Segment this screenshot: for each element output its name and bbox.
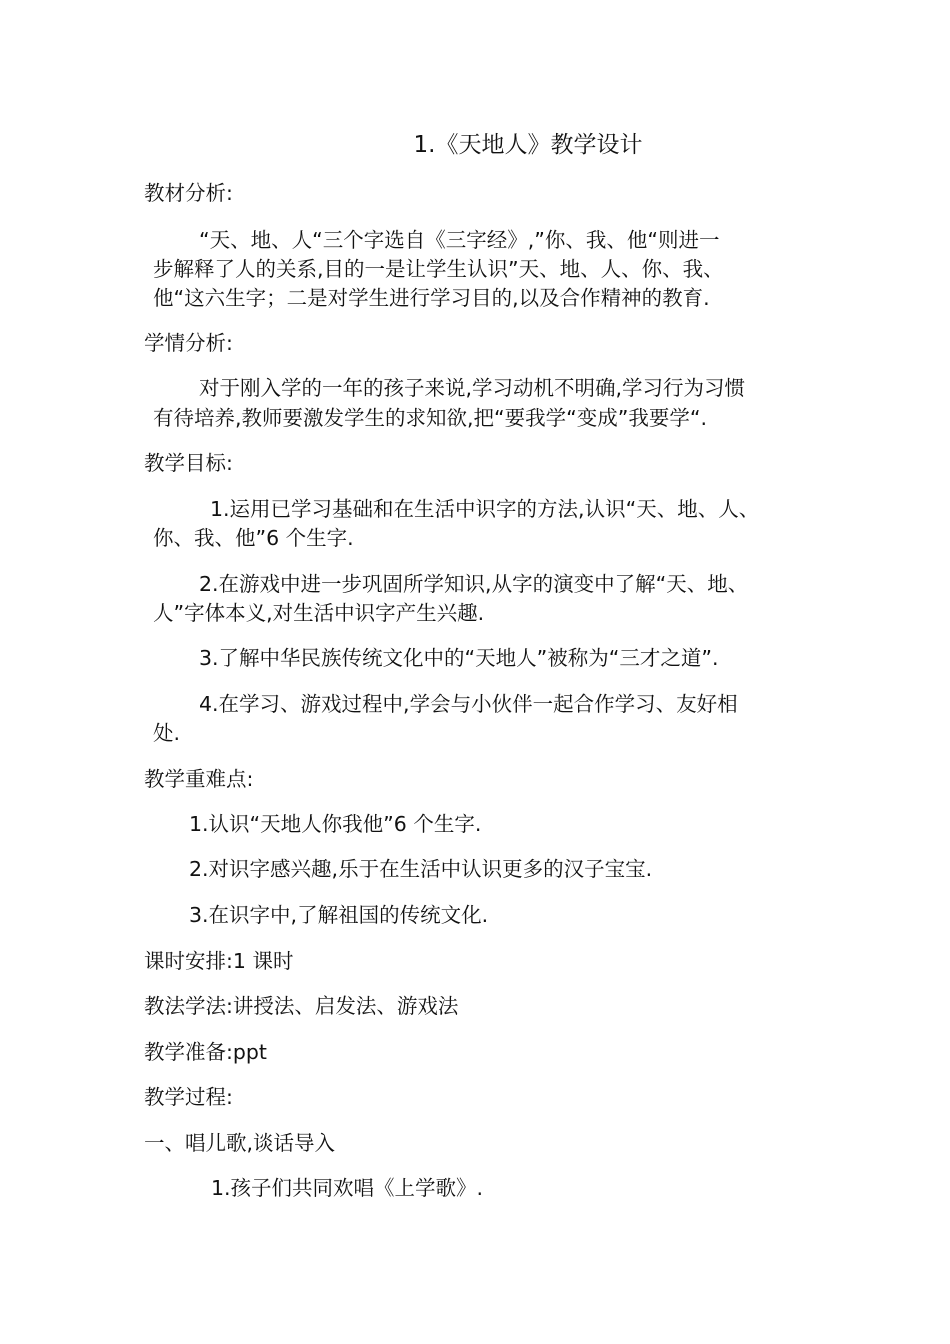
keypoints-heading: 教学重难点: xyxy=(144,767,254,791)
schedule-line: 课时安排:1 课时 xyxy=(144,949,294,973)
process-heading: 教学过程: xyxy=(144,1085,233,1109)
material-line-3: 他“这六生字；二是对学生进行学习目的,以及合作精神的教育. xyxy=(153,286,710,310)
learner-line-2: 有待培养,教师要激发学生的求知欲,把“要我学“变成”我要学“. xyxy=(153,406,708,430)
goal-2-line-1: 2.在游戏中进一步巩固所学知识,从字的演变中了解“天、地、 xyxy=(199,572,749,596)
material-line-1: “天、地、人“三个字选自《三字经》,”你、我、他“则进一 xyxy=(199,228,720,252)
goal-3: 3.了解中华民族传统文化中的“天地人”被称为“三才之道”. xyxy=(199,646,719,670)
material-heading: 教材分析: xyxy=(144,181,233,205)
preparation-line: 教学准备:ppt xyxy=(144,1040,267,1064)
learner-line-1: 对于刚入学的一年的孩子来说,学习动机不明确,学习行为习惯 xyxy=(199,376,746,400)
goal-1-line-1: 1.运用已学习基础和在生活中识字的方法,认识“天、地、人、 xyxy=(210,497,760,521)
goal-4-line-1: 4.在学习、游戏过程中,学会与小伙伴一起合作学习、友好相 xyxy=(199,692,738,716)
document-title: 1.《天地人》教学设计 xyxy=(413,132,643,158)
goal-1-line-2: 你、我、他”6 个生字. xyxy=(153,526,354,550)
methods-line: 教法学法:讲授法、启发法、游戏法 xyxy=(144,994,459,1018)
step-1-heading: 一、唱儿歌,谈话导入 xyxy=(144,1131,336,1155)
goals-heading: 教学目标: xyxy=(144,451,233,475)
keypoint-3: 3.在识字中,了解祖国的传统文化. xyxy=(189,903,489,927)
step-1-item-1: 1.孩子们共同欢唱《上学歌》. xyxy=(211,1176,484,1200)
goal-2-line-2: 人”字体本义,对生活中识字产生兴趣. xyxy=(153,601,485,625)
keypoint-2: 2.对识字感兴趣,乐于在生活中认识更多的汉子宝宝. xyxy=(189,857,653,881)
learner-heading: 学情分析: xyxy=(144,331,233,355)
keypoint-1: 1.认识“天地人你我他”6 个生字. xyxy=(189,812,482,836)
goal-4-line-2: 处. xyxy=(153,721,181,745)
material-line-2: 步解释了人的关系,目的一是让学生认识”天、地、人、你、我、 xyxy=(153,257,724,281)
